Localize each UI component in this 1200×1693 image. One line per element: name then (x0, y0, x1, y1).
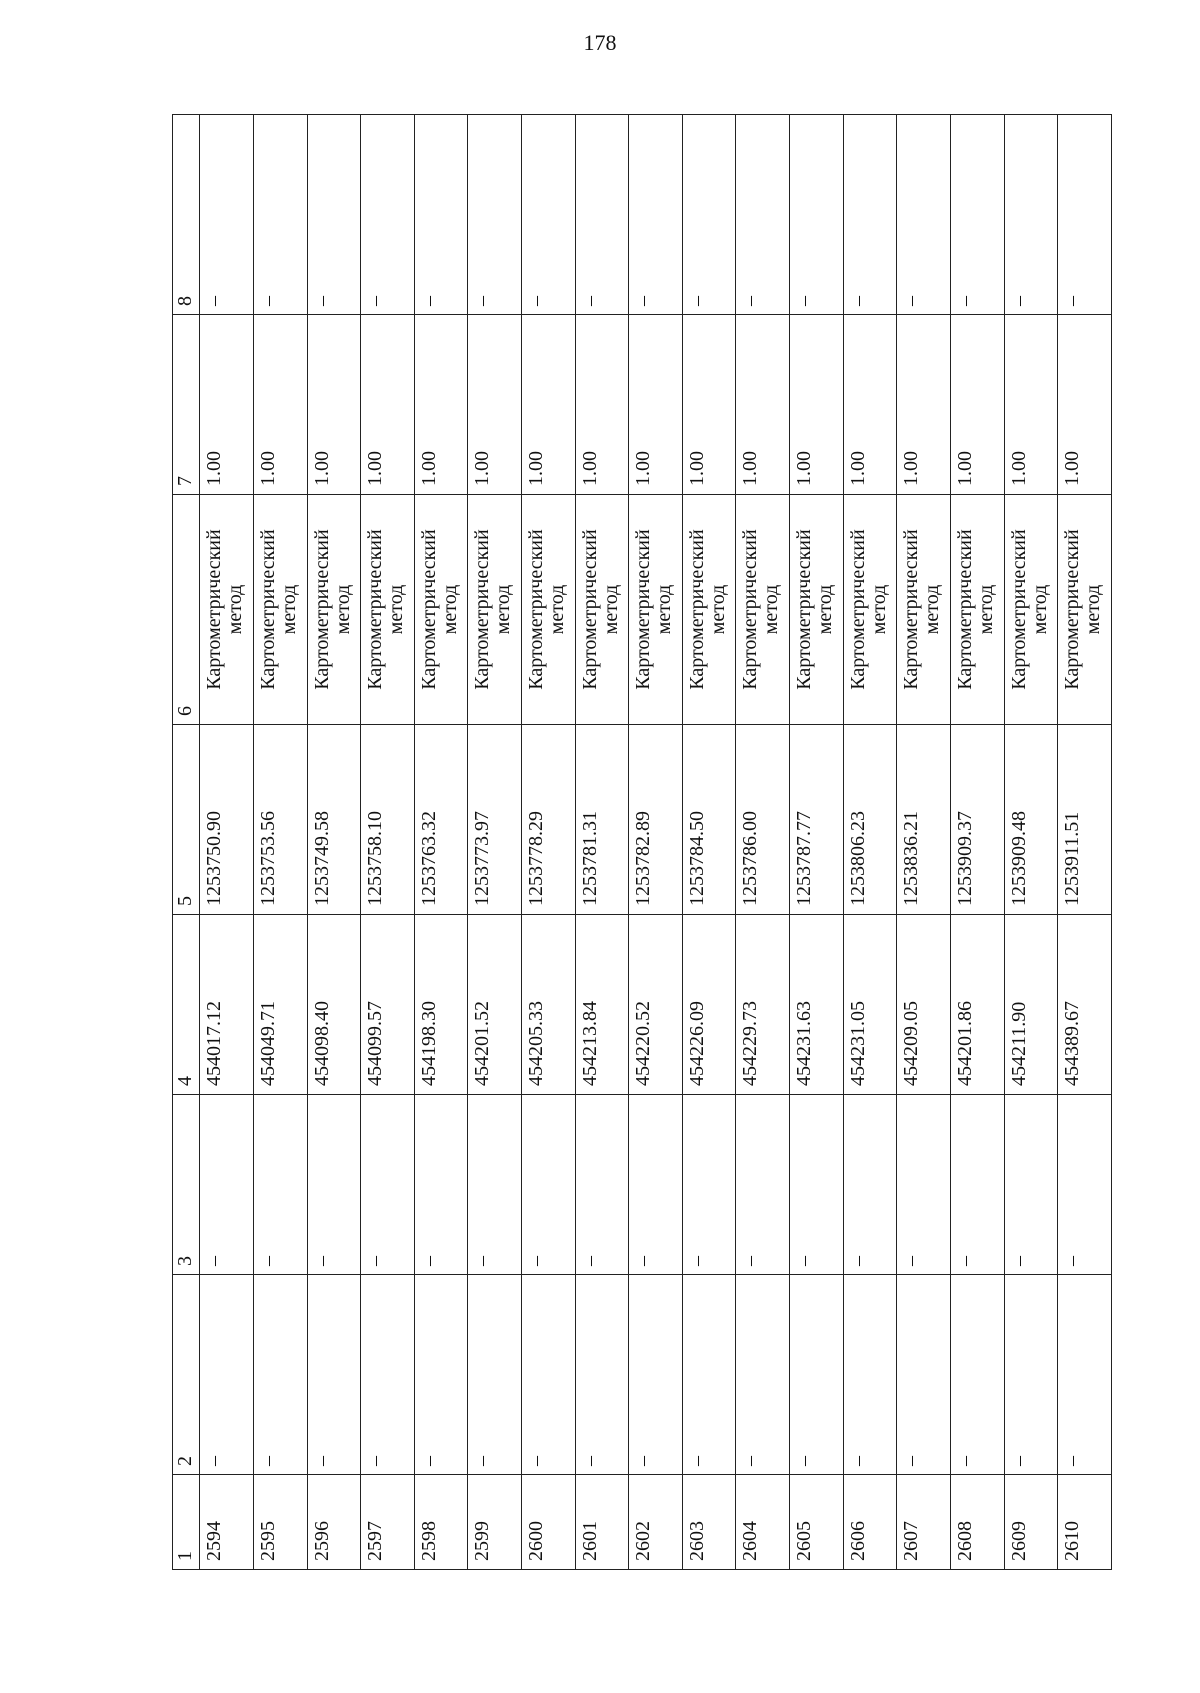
table-header-row (173, 115, 200, 1570)
method-line-1: Картометрический (417, 529, 440, 690)
method-line-2: метод (653, 584, 676, 635)
table-cell: 2597 (361, 1475, 415, 1570)
method-line-2: метод (921, 584, 944, 635)
table-cell: – (361, 1095, 415, 1275)
method-line-1: Картометрический (525, 529, 548, 690)
table-cell: 454201.52 (468, 915, 522, 1095)
table-cell: 454201.86 (950, 915, 1004, 1095)
table-cell: – (790, 1275, 844, 1475)
method-line-2: метод (706, 584, 729, 635)
table-cell: 454099.57 (361, 915, 415, 1095)
table-cell: – (629, 115, 683, 315)
rotated-table-area (172, 115, 1112, 1570)
table-cell: 1.00 (950, 315, 1004, 495)
table-cell: – (575, 1095, 629, 1275)
table-cell: 1.00 (361, 315, 415, 495)
table-row (575, 115, 629, 1570)
table-cell: – (629, 1095, 683, 1275)
table-cell-method (682, 495, 736, 725)
table-cell: 2610 (1058, 1475, 1112, 1570)
table-cell: – (307, 115, 361, 315)
method-line-2: метод (1082, 584, 1105, 635)
table-cell: 2602 (629, 1475, 683, 1570)
table-cell: – (522, 115, 576, 315)
table-cell: 1.00 (253, 315, 307, 495)
table-cell: 2598 (414, 1475, 468, 1570)
table-cell: 1253749.58 (307, 725, 361, 915)
table-cell: – (682, 115, 736, 315)
table-row (414, 115, 468, 1570)
table-cell: 1253782.89 (629, 725, 683, 915)
method-line-2: метод (1028, 584, 1051, 635)
table-cell: 2606 (843, 1475, 897, 1570)
table-cell: – (522, 1095, 576, 1275)
method-line-2: метод (277, 584, 300, 635)
table-cell: – (468, 115, 522, 315)
table-cell-method (200, 495, 254, 725)
table-row (897, 115, 951, 1570)
table-cell: 2594 (200, 1475, 254, 1570)
coordinates-table (172, 114, 1112, 1570)
method-line-2: метод (438, 584, 461, 635)
table-cell: – (790, 115, 844, 315)
method-line-2: метод (867, 584, 890, 635)
table-cell: – (736, 1095, 790, 1275)
table-cell: 1.00 (843, 315, 897, 495)
method-line-1: Картометрический (900, 529, 923, 690)
table-cell: – (414, 115, 468, 315)
table-cell: 2600 (522, 1475, 576, 1570)
table-cell: – (307, 1095, 361, 1275)
table-cell: – (1004, 1275, 1058, 1475)
table-cell-method (307, 495, 361, 725)
table-row (468, 115, 522, 1570)
table-row (736, 115, 790, 1570)
table-cell-method (575, 495, 629, 725)
method-line-1: Картометрический (1007, 529, 1030, 690)
table-cell: 1.00 (682, 315, 736, 495)
table-cell-method (736, 495, 790, 725)
method-line-1: Картометрический (739, 529, 762, 690)
method-line-1: Картометрический (310, 529, 333, 690)
table-cell: 1.00 (897, 315, 951, 495)
table-cell: 1.00 (414, 315, 468, 495)
table-cell: 454220.52 (629, 915, 683, 1095)
table-cell: 454049.71 (253, 915, 307, 1095)
method-line-1: Картометрический (632, 529, 655, 690)
table-cell: 2604 (736, 1475, 790, 1570)
table-cell: – (253, 1095, 307, 1275)
table-cell: 1.00 (468, 315, 522, 495)
table-cell: 1253786.00 (736, 725, 790, 915)
table-cell-method (361, 495, 415, 725)
table-cell: – (950, 115, 1004, 315)
table-cell: 1.00 (200, 315, 254, 495)
column-header: 1 (173, 1475, 200, 1570)
table-cell: 1253836.21 (897, 725, 951, 915)
table-row (1058, 115, 1112, 1570)
table-cell: – (629, 1275, 683, 1475)
table-cell: 454098.40 (307, 915, 361, 1095)
table-cell: 454198.30 (414, 915, 468, 1095)
table-cell: – (736, 115, 790, 315)
table-cell: – (200, 1275, 254, 1475)
table-cell: – (1004, 115, 1058, 315)
table-row (950, 115, 1004, 1570)
column-header: 4 (173, 915, 200, 1095)
table-cell: 2608 (950, 1475, 1004, 1570)
table-cell-method (843, 495, 897, 725)
table-cell: 1.00 (575, 315, 629, 495)
table-cell: – (253, 115, 307, 315)
table-cell: – (361, 115, 415, 315)
table-row (307, 115, 361, 1570)
table-row (682, 115, 736, 1570)
table-cell: 1253758.10 (361, 725, 415, 915)
method-line-2: метод (974, 584, 997, 635)
method-line-1: Картометрический (578, 529, 601, 690)
table-cell: – (414, 1275, 468, 1475)
table-cell: – (790, 1095, 844, 1275)
table-cell: – (575, 1275, 629, 1475)
table-cell: 2603 (682, 1475, 736, 1570)
table-cell: – (307, 1275, 361, 1475)
method-line-1: Картометрический (685, 529, 708, 690)
table-cell-method (897, 495, 951, 725)
method-line-1: Картометрический (953, 529, 976, 690)
table-cell: – (468, 1095, 522, 1275)
table-cell: 2607 (897, 1475, 951, 1570)
table-cell: – (414, 1095, 468, 1275)
method-line-2: метод (760, 584, 783, 635)
table-cell-method (950, 495, 1004, 725)
table-cell: 2596 (307, 1475, 361, 1570)
method-line-1: Картометрический (793, 529, 816, 690)
table-cell: – (682, 1275, 736, 1475)
table-cell-method (629, 495, 683, 725)
table-row (843, 115, 897, 1570)
table-cell: – (200, 115, 254, 315)
method-line-2: метод (224, 584, 247, 635)
table-cell: 454213.84 (575, 915, 629, 1095)
table-cell: 1253753.56 (253, 725, 307, 915)
table-cell-method (1058, 495, 1112, 725)
table-cell-method (522, 495, 576, 725)
table-cell: – (950, 1275, 1004, 1475)
table-cell-method (468, 495, 522, 725)
method-line-1: Картометрический (203, 529, 226, 690)
table-cell: – (897, 1275, 951, 1475)
table-cell: 454205.33 (522, 915, 576, 1095)
table-cell: 1253787.77 (790, 725, 844, 915)
table-cell-method (1004, 495, 1058, 725)
method-line-2: метод (385, 584, 408, 635)
table-row (522, 115, 576, 1570)
table-row (790, 115, 844, 1570)
table-cell: – (1058, 1095, 1112, 1275)
table-cell: – (1058, 115, 1112, 315)
table-cell: 1.00 (522, 315, 576, 495)
table-cell: 454389.67 (1058, 915, 1112, 1095)
column-header: 3 (173, 1095, 200, 1275)
table-cell: 1253778.29 (522, 725, 576, 915)
method-line-1: Картометрический (364, 529, 387, 690)
method-line-2: метод (599, 584, 622, 635)
table-cell: – (200, 1095, 254, 1275)
method-line-2: метод (814, 584, 837, 635)
table-cell: 2609 (1004, 1475, 1058, 1570)
column-header: 6 (173, 495, 200, 725)
table-cell: – (682, 1095, 736, 1275)
method-line-2: метод (331, 584, 354, 635)
table-cell: – (843, 1095, 897, 1275)
table-cell: – (1004, 1095, 1058, 1275)
table-cell: 1253911.51 (1058, 725, 1112, 915)
column-header: 2 (173, 1275, 200, 1475)
table-cell: 1.00 (1004, 315, 1058, 495)
table-cell: – (897, 1095, 951, 1275)
table-cell: 1.00 (307, 315, 361, 495)
method-line-1: Картометрический (846, 529, 869, 690)
table-row (1004, 115, 1058, 1570)
table-cell-method (414, 495, 468, 725)
table-row (629, 115, 683, 1570)
table-cell: – (468, 1275, 522, 1475)
table-cell: – (253, 1275, 307, 1475)
method-line-2: метод (546, 584, 569, 635)
table-cell: 1253909.37 (950, 725, 1004, 915)
table-cell: – (736, 1275, 790, 1475)
table-cell: 1253784.50 (682, 725, 736, 915)
table-cell: 454229.73 (736, 915, 790, 1095)
table-cell: – (950, 1095, 1004, 1275)
table-cell: 1.00 (736, 315, 790, 495)
table-cell: 1253806.23 (843, 725, 897, 915)
table-cell: 1253909.48 (1004, 725, 1058, 915)
table-cell-method (790, 495, 844, 725)
method-line-1: Картометрический (256, 529, 279, 690)
table-cell: 1.00 (790, 315, 844, 495)
method-line-1: Картометрический (471, 529, 494, 690)
table-cell: 454226.09 (682, 915, 736, 1095)
column-header: 7 (173, 315, 200, 495)
table-cell: 1253750.90 (200, 725, 254, 915)
table-cell: – (843, 1275, 897, 1475)
table-cell: – (1058, 1275, 1112, 1475)
table-row (361, 115, 415, 1570)
method-line-1: Картометрический (1061, 529, 1084, 690)
table-cell: 454231.63 (790, 915, 844, 1095)
table-cell: 1253773.97 (468, 725, 522, 915)
column-header: 8 (173, 115, 200, 315)
table-cell: 454209.05 (897, 915, 951, 1095)
column-header: 5 (173, 725, 200, 915)
table-cell: 454017.12 (200, 915, 254, 1095)
table-cell: 454211.90 (1004, 915, 1058, 1095)
table-row (200, 115, 254, 1570)
table-cell: 2601 (575, 1475, 629, 1570)
table-cell: – (843, 115, 897, 315)
table-cell: – (522, 1275, 576, 1475)
table-cell: 1.00 (629, 315, 683, 495)
table-cell: – (575, 115, 629, 315)
table-cell-method (253, 495, 307, 725)
table-cell: 2605 (790, 1475, 844, 1570)
table-cell: – (897, 115, 951, 315)
table-cell: 1253763.32 (414, 725, 468, 915)
method-line-2: метод (492, 584, 515, 635)
table-cell: 454231.05 (843, 915, 897, 1095)
table-cell: 2599 (468, 1475, 522, 1570)
rotated-table-container (172, 115, 1112, 1570)
table-row (253, 115, 307, 1570)
table-cell: 1.00 (1058, 315, 1112, 495)
table-cell: 2595 (253, 1475, 307, 1570)
table-cell: – (361, 1275, 415, 1475)
table-cell: 1253781.31 (575, 725, 629, 915)
page-number: 178 (583, 30, 617, 55)
